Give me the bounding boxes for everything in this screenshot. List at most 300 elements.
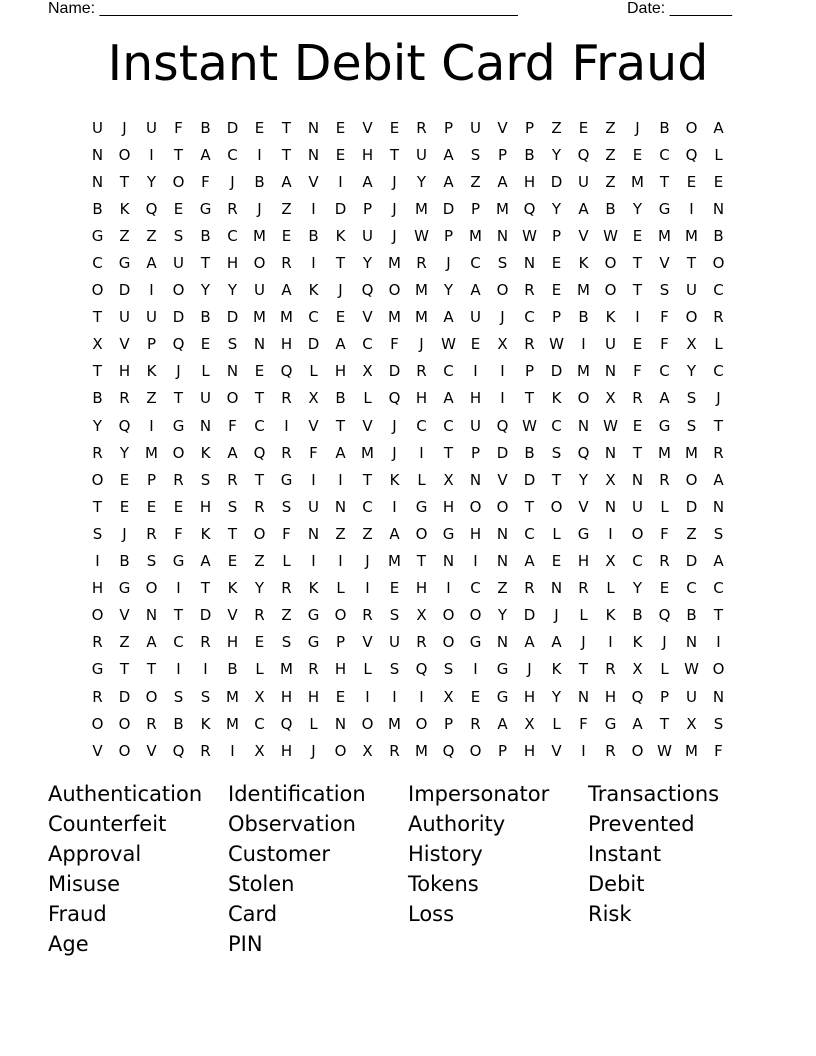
grid-letter: E xyxy=(200,335,211,354)
grid-letter: R xyxy=(416,633,427,652)
grid-letter: U xyxy=(686,281,697,300)
word-list-item: Instant xyxy=(588,842,662,866)
grid-letter: U xyxy=(146,118,157,137)
grid-letter: M xyxy=(361,443,374,462)
grid-letter: H xyxy=(334,362,347,381)
grid-letter: D xyxy=(199,606,212,625)
grid-letter: G xyxy=(118,579,131,598)
grid-letter: I xyxy=(284,416,289,435)
grid-letter: I xyxy=(311,254,316,273)
grid-letter: Y xyxy=(551,687,562,706)
grid-letter: N xyxy=(631,470,644,489)
grid-letter: J xyxy=(392,416,397,435)
grid-letter: O xyxy=(685,118,698,137)
grid-letter: N xyxy=(253,335,266,354)
grid-letter: A xyxy=(524,552,535,571)
grid-letter: K xyxy=(146,362,157,381)
grid-letter: T xyxy=(632,254,643,273)
grid-letter: C xyxy=(686,579,697,598)
grid-letter: X xyxy=(605,552,616,571)
grid-letter: W xyxy=(603,416,618,435)
grid-letter: E xyxy=(659,579,670,598)
grid-letter: E xyxy=(119,470,130,489)
grid-letter: N xyxy=(523,254,536,273)
grid-letter: Z xyxy=(551,118,562,137)
grid-letter: M xyxy=(415,199,428,218)
grid-letter: N xyxy=(712,687,725,706)
grid-letter: H xyxy=(226,254,239,273)
grid-letter: E xyxy=(335,145,346,164)
word-list-item: Debit xyxy=(588,872,645,896)
grid-letter: N xyxy=(496,633,509,652)
grid-letter: R xyxy=(524,281,535,300)
word-list xyxy=(48,779,768,959)
grid-letter: Z xyxy=(119,226,130,245)
grid-letter: H xyxy=(415,389,428,408)
word-list-item: Risk xyxy=(588,902,632,926)
grid-letter: B xyxy=(713,226,724,245)
grid-letter: A xyxy=(146,254,157,273)
grid-letter: I xyxy=(581,335,586,354)
grid-letter: G xyxy=(307,606,320,625)
grid-letter: I xyxy=(689,199,694,218)
grid-letter: T xyxy=(362,470,373,489)
grid-letter: U xyxy=(470,118,481,137)
grid-letter: A xyxy=(578,199,589,218)
grid-letter: V xyxy=(551,741,562,760)
grid-letter: C xyxy=(713,362,724,381)
grid-letter: A xyxy=(443,172,454,191)
grid-letter: J xyxy=(230,172,235,191)
grid-letter: Y xyxy=(146,172,157,191)
grid-letter: D xyxy=(523,470,536,489)
grid-letter: V xyxy=(578,226,589,245)
grid-letter: P xyxy=(551,308,562,327)
grid-letter: O xyxy=(226,389,239,408)
grid-letter: Q xyxy=(631,687,644,706)
grid-letter: F xyxy=(174,118,183,137)
grid-letter: C xyxy=(443,362,454,381)
word-list-item: Loss xyxy=(408,902,455,926)
grid-letter: O xyxy=(388,281,401,300)
grid-letter: Q xyxy=(280,714,293,733)
grid-letter: O xyxy=(415,714,428,733)
grid-letter: K xyxy=(605,606,616,625)
grid-letter: N xyxy=(604,362,617,381)
grid-letter: X xyxy=(308,389,319,408)
grid-letter: C xyxy=(659,145,670,164)
grid-letter: J xyxy=(392,226,397,245)
grid-letter: J xyxy=(257,199,262,218)
grid-letter: T xyxy=(200,254,211,273)
grid-letter: R xyxy=(92,633,103,652)
grid-letter: M xyxy=(577,362,590,381)
word-list-item: Stolen xyxy=(228,872,295,896)
grid-letter: E xyxy=(146,497,157,516)
grid-letter: O xyxy=(361,714,374,733)
grid-letter: H xyxy=(91,579,104,598)
grid-letter: W xyxy=(603,226,618,245)
grid-letter: I xyxy=(230,741,235,760)
grid-letter: A xyxy=(551,633,562,652)
grid-letter: V xyxy=(119,606,130,625)
grid-letter: I xyxy=(257,145,262,164)
grid-letter: C xyxy=(659,362,670,381)
grid-letter: T xyxy=(146,660,157,679)
grid-letter: Z xyxy=(146,226,157,245)
grid-letter: S xyxy=(200,470,211,489)
grid-letter: O xyxy=(496,281,509,300)
grid-letter: C xyxy=(362,335,373,354)
grid-letter: F xyxy=(660,308,669,327)
grid-letter: L xyxy=(579,606,588,625)
grid-letter: X xyxy=(443,687,454,706)
grid-letter: K xyxy=(200,443,211,462)
grid-letter: J xyxy=(365,552,370,571)
grid-letter: Z xyxy=(362,524,373,543)
grid-letter: Q xyxy=(361,281,374,300)
grid-letter: H xyxy=(280,335,293,354)
grid-letter: Z xyxy=(605,118,616,137)
grid-letter: I xyxy=(635,308,640,327)
grid-letter: H xyxy=(361,145,374,164)
grid-letter: W xyxy=(549,335,564,354)
grid-letter: W xyxy=(414,226,429,245)
grid-letter: G xyxy=(496,660,509,679)
grid-letter: F xyxy=(201,172,210,191)
grid-letter: J xyxy=(122,118,127,137)
grid-letter: I xyxy=(500,362,505,381)
grid-letter: S xyxy=(470,145,481,164)
grid-letter: O xyxy=(91,281,104,300)
grid-letter: F xyxy=(309,443,318,462)
grid-letter: K xyxy=(200,714,211,733)
grid-letter: X xyxy=(362,362,373,381)
grid-letter: L xyxy=(201,362,210,381)
grid-letter: T xyxy=(659,172,670,191)
grid-letter: G xyxy=(604,714,617,733)
grid-letter: J xyxy=(662,633,667,652)
grid-letter: P xyxy=(146,470,157,489)
grid-letter: N xyxy=(550,579,563,598)
grid-letter: Q xyxy=(496,416,509,435)
word-list-item: Customer xyxy=(228,842,331,866)
grid-letter: T xyxy=(92,308,103,327)
grid-letter: N xyxy=(199,416,212,435)
grid-letter: J xyxy=(392,172,397,191)
grid-letter: R xyxy=(524,579,535,598)
grid-letter: Y xyxy=(227,281,238,300)
grid-letter: N xyxy=(577,687,590,706)
grid-letter: T xyxy=(281,118,292,137)
grid-letter: T xyxy=(254,389,265,408)
grid-letter: R xyxy=(254,497,265,516)
grid-letter: R xyxy=(362,606,373,625)
grid-letter: R xyxy=(416,362,427,381)
grid-letter: E xyxy=(551,254,562,273)
grid-letter: T xyxy=(335,254,346,273)
grid-letter: I xyxy=(365,579,370,598)
grid-letter: O xyxy=(118,741,131,760)
grid-letter: R xyxy=(605,660,616,679)
grid-letter: C xyxy=(470,579,481,598)
grid-letter: H xyxy=(523,687,536,706)
grid-letter: T xyxy=(524,497,535,516)
grid-letter: J xyxy=(419,335,424,354)
grid-letter: O xyxy=(577,389,590,408)
grid-letter: U xyxy=(92,118,103,137)
grid-letter: T xyxy=(254,470,265,489)
grid-letter: I xyxy=(311,552,316,571)
grid-letter: R xyxy=(281,443,292,462)
grid-letter: D xyxy=(172,308,185,327)
grid-letter: N xyxy=(91,172,104,191)
grid-letter: G xyxy=(577,524,590,543)
grid-letter: K xyxy=(578,254,589,273)
grid-letter: C xyxy=(713,281,724,300)
grid-letter: E xyxy=(470,687,481,706)
grid-letter: R xyxy=(173,470,184,489)
grid-letter: F xyxy=(633,362,642,381)
grid-letter: N xyxy=(712,199,725,218)
grid-letter: I xyxy=(149,145,154,164)
grid-letter: U xyxy=(605,335,616,354)
grid-letter: I xyxy=(149,281,154,300)
grid-letter: N xyxy=(469,470,482,489)
grid-letter: N xyxy=(604,497,617,516)
grid-letter: S xyxy=(497,254,508,273)
grid-letter: E xyxy=(578,118,589,137)
grid-letter: D xyxy=(388,362,401,381)
grid-letter: Z xyxy=(686,524,697,543)
grid-letter: T xyxy=(173,389,184,408)
grid-letter: L xyxy=(309,362,318,381)
grid-letter: R xyxy=(92,687,103,706)
grid-letter: H xyxy=(577,552,590,571)
grid-letter: M xyxy=(280,308,293,327)
grid-letter: B xyxy=(92,199,103,218)
grid-letter: G xyxy=(280,470,293,489)
word-list-item: Prevented xyxy=(588,812,695,836)
grid-letter: V xyxy=(578,497,589,516)
grid-letter: K xyxy=(308,579,319,598)
grid-letter: C xyxy=(632,552,643,571)
grid-letter: M xyxy=(415,281,428,300)
grid-letter: U xyxy=(632,497,643,516)
grid-letter: L xyxy=(606,579,615,598)
grid-letter: Y xyxy=(686,362,697,381)
grid-letter: E xyxy=(686,172,697,191)
grid-letter: F xyxy=(282,524,291,543)
grid-letter: R xyxy=(200,741,211,760)
grid-letter: A xyxy=(470,281,481,300)
grid-letter: E xyxy=(470,335,481,354)
grid-letter: U xyxy=(470,308,481,327)
grid-letter: I xyxy=(500,389,505,408)
grid-letter: V xyxy=(227,606,238,625)
word-list-item: Card xyxy=(228,902,278,926)
grid-letter: B xyxy=(200,308,211,327)
grid-letter: C xyxy=(470,254,481,273)
grid-letter: I xyxy=(392,687,397,706)
grid-letter: E xyxy=(227,552,238,571)
grid-letter: Y xyxy=(551,199,562,218)
grid-letter: I xyxy=(311,470,316,489)
grid-letter: X xyxy=(362,741,373,760)
grid-letter: O xyxy=(118,145,131,164)
grid-letter: H xyxy=(523,741,536,760)
grid-letter: Q xyxy=(280,362,293,381)
grid-letter: T xyxy=(281,145,292,164)
grid-letter: D xyxy=(307,335,320,354)
grid-letter: O xyxy=(604,254,617,273)
grid-letter: D xyxy=(550,172,563,191)
grid-letter: W xyxy=(522,416,537,435)
grid-letter: P xyxy=(362,199,373,218)
grid-letter: G xyxy=(658,416,671,435)
grid-letter: W xyxy=(522,226,537,245)
grid-letter: S xyxy=(281,633,292,652)
word-list-item: Age xyxy=(48,932,89,956)
grid-letter: A xyxy=(713,470,724,489)
page-title: Instant Debit Card Fraud xyxy=(107,35,709,92)
grid-letter: S xyxy=(227,335,238,354)
grid-letter: N xyxy=(307,118,320,137)
grid-letter: T xyxy=(632,281,643,300)
grid-letter: T xyxy=(659,714,670,733)
grid-letter: Y xyxy=(200,281,211,300)
grid-letter: N xyxy=(307,524,320,543)
grid-letter: R xyxy=(659,470,670,489)
grid-letter: X xyxy=(605,389,616,408)
grid-letter: V xyxy=(497,470,508,489)
grid-letter: K xyxy=(551,660,562,679)
grid-letter: M xyxy=(388,552,401,571)
grid-letter: N xyxy=(577,416,590,435)
grid-letter: V xyxy=(362,633,373,652)
grid-letter: J xyxy=(581,633,586,652)
grid-letter: D xyxy=(226,118,239,137)
grid-letter: E xyxy=(281,226,292,245)
grid-letter: N xyxy=(712,497,725,516)
grid-letter: D xyxy=(523,606,536,625)
grid-letter: U xyxy=(686,687,697,706)
grid-letter: G xyxy=(172,552,185,571)
grid-letter: A xyxy=(524,633,535,652)
word-list-item: Counterfeit xyxy=(48,812,167,836)
grid-letter: A xyxy=(362,172,373,191)
grid-letter: O xyxy=(631,741,644,760)
grid-letter: T xyxy=(200,579,211,598)
grid-letter: X xyxy=(524,714,535,733)
grid-letter: D xyxy=(550,362,563,381)
grid-letter: N xyxy=(334,497,347,516)
grid-letter: R xyxy=(416,118,427,137)
grid-letter: O xyxy=(172,172,185,191)
grid-letter: R xyxy=(281,579,292,598)
grid-letter: E xyxy=(632,226,643,245)
grid-letter: D xyxy=(496,443,509,462)
grid-letter: R xyxy=(389,741,400,760)
grid-letter: F xyxy=(228,416,237,435)
grid-letter: B xyxy=(524,443,535,462)
grid-letter: Q xyxy=(388,389,401,408)
grid-letter: B xyxy=(686,606,697,625)
grid-letter: C xyxy=(362,497,373,516)
grid-letter: O xyxy=(469,741,482,760)
grid-letter: G xyxy=(469,633,482,652)
grid-letter: J xyxy=(635,118,640,137)
grid-letter: O xyxy=(253,524,266,543)
grid-letter: I xyxy=(419,687,424,706)
grid-letter: G xyxy=(91,226,104,245)
grid-letter: N xyxy=(91,145,104,164)
word-list-item: Approval xyxy=(48,842,142,866)
grid-letter: A xyxy=(713,552,724,571)
grid-letter: M xyxy=(685,226,698,245)
grid-letter: G xyxy=(307,633,320,652)
grid-letter: V xyxy=(362,118,373,137)
grid-letter: H xyxy=(199,497,212,516)
grid-letter: U xyxy=(200,389,211,408)
grid-letter: S xyxy=(227,497,238,516)
grid-letter: Y xyxy=(632,579,643,598)
grid-letter: T xyxy=(173,145,184,164)
grid-letter: R xyxy=(254,606,265,625)
grid-letter: S xyxy=(389,606,400,625)
grid-letter: Y xyxy=(362,254,373,273)
grid-letter: S xyxy=(92,524,103,543)
grid-letter: D xyxy=(334,199,347,218)
grid-letter: X xyxy=(254,741,265,760)
grid-letter: R xyxy=(416,254,427,273)
grid-letter: Z xyxy=(497,579,508,598)
worksheet-header xyxy=(48,0,740,18)
grid-letter: I xyxy=(419,443,424,462)
grid-letter: O xyxy=(442,606,455,625)
grid-letter: E xyxy=(389,118,400,137)
grid-letter: T xyxy=(227,524,238,543)
grid-letter: Y xyxy=(551,145,562,164)
grid-letter: K xyxy=(227,579,238,598)
grid-letter: W xyxy=(684,660,699,679)
grid-letter: T xyxy=(713,416,724,435)
grid-letter: O xyxy=(145,579,158,598)
grid-letter: V xyxy=(308,416,319,435)
grid-letter: A xyxy=(281,172,292,191)
grid-letter: S xyxy=(146,552,157,571)
grid-letter: T xyxy=(416,552,427,571)
grid-letter: O xyxy=(415,524,428,543)
grid-letter: M xyxy=(685,443,698,462)
grid-letter: O xyxy=(172,443,185,462)
grid-letter: E xyxy=(632,145,643,164)
word-list-item: Tokens xyxy=(408,872,479,896)
grid-letter: F xyxy=(660,335,669,354)
grid-letter: J xyxy=(392,199,397,218)
grid-letter: Q xyxy=(172,335,185,354)
grid-letter: Y xyxy=(254,579,265,598)
grid-letter: B xyxy=(524,145,535,164)
grid-letter: B xyxy=(335,389,346,408)
grid-letter: J xyxy=(716,389,721,408)
word-list-item: History xyxy=(408,842,483,866)
grid-letter: O xyxy=(604,281,617,300)
grid-letter: O xyxy=(712,254,725,273)
grid-letter: N xyxy=(145,606,158,625)
grid-letter: T xyxy=(551,470,562,489)
word-list-item: Transactions xyxy=(588,782,720,806)
